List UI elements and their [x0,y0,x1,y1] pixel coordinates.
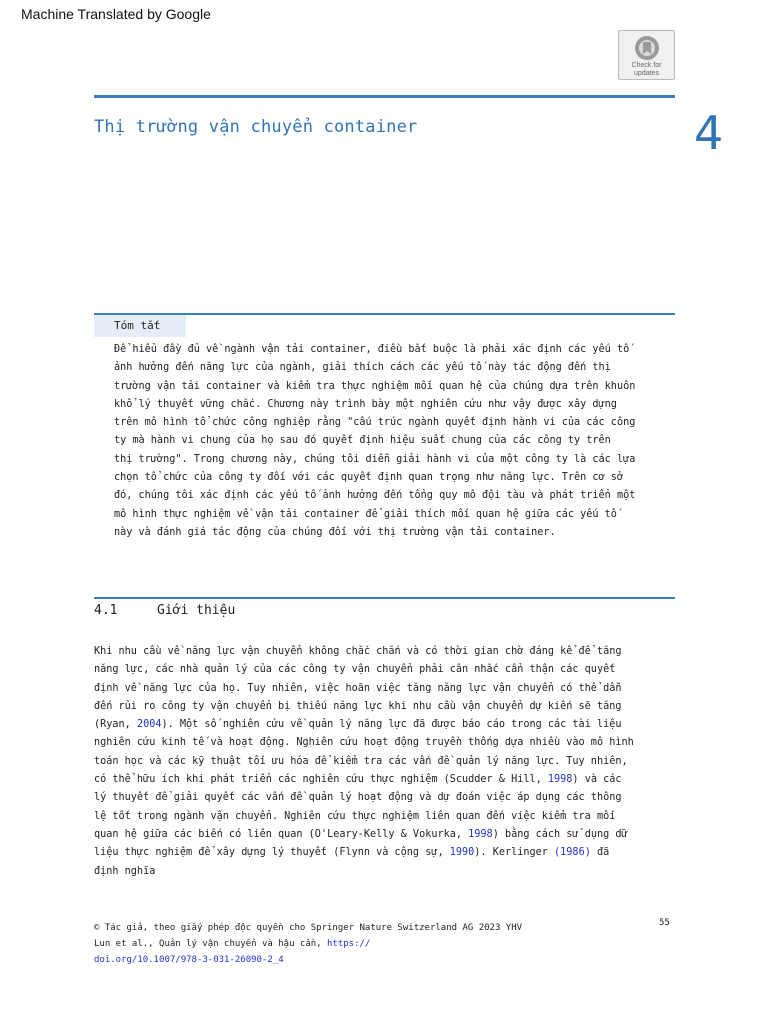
body-text-span: ). Một số nghiên cứu về quản lý năng lực đã được báo cáo trong các tài liệu [161,719,622,731]
body-text-span: quan hệ giữa các biến có liên quan (O'Leary-Kelly & Vokurka, [94,828,469,840]
body-text-span: ). Kerlinger [474,847,555,859]
body-text-span: (Ryan, [94,719,137,731]
check-for-updates-badge[interactable] [618,30,675,80]
body-text-span: có thể hữu ích khi phát triển các nghiên cứu thực nghiệm (Scudder & Hill, [94,774,548,786]
body-text-span: ) bằng cách sử dụng dữ [492,828,628,840]
page-number: 55 [659,918,670,928]
body-paragraph [94,643,678,881]
doi-link-start[interactable]: https:// [327,939,371,949]
citation-link-oleary-1998[interactable]: 1998 [468,828,493,840]
body-line: nghiên cứu kinh tế và hoạt động. Nghiên cứu hoạt động truyền thống dựa nhiều vào mô hình [94,737,634,749]
badge-label: Check for updates [631,62,662,77]
body-line: năng lực, các nhà quản lý của các công ty vận chuyển phải cân nhắc cẩn thận các quyết [94,664,616,676]
abstract-line: chọn tổ chức của công ty đối với các quyết định quan trọng như năng lực. Trên cơ sở [114,472,624,484]
body-line: đến rủi ro công ty vận chuyển bị thiếu năng lực khi nhu cầu vận chuyển dự kiến sẽ tăng [94,700,622,712]
citation-link-flynn-1990[interactable]: 1990 [449,847,475,859]
footer-text-span: Lun et al., Quản lý vận chuyển và hậu cần, [94,939,327,949]
abstract-line: ảnh hưởng đến năng lực của ngành, giải thích cách các yếu tố này tác động đến thị [114,362,611,374]
body-line [94,771,678,789]
section-top-rule [94,597,675,599]
abstract-line: Để hiểu đầy đủ về ngành vận tải container, điều bắt buộc là phải xác định các yếu tố [114,344,630,355]
abstract-line: mô hình thực nghiệm về vận tải container để giải thích mối quan hệ giữa các yếu tố [114,508,617,520]
chapter-title: Thị trường vận chuyển container [94,117,418,137]
bookmark-ribbon-icon [634,35,660,61]
body-line [94,826,678,844]
footer-line [94,936,614,952]
body-line: lý thuyết để giải quyết các vấn đề quản lý hoạt động và dự đoán việc áp dụng các thông [94,792,622,804]
copyright-footer [94,920,614,968]
body-line: định nghĩa [94,865,156,877]
abstract-line: này và đánh giá tác động của chúng đối với thị trường vận tải container. [114,526,556,538]
doi-link[interactable]: doi.org/10.1007/978-3-031-26090-2_4 [94,955,284,965]
abstract-label: Tóm tắt [94,315,186,337]
chapter-number: 4 [694,106,724,160]
section-title: Giới thiệu [157,603,236,618]
citation-link-kerlinger-1986[interactable]: (1986) [554,847,591,859]
citation-link-scudder-1998[interactable]: 1998 [547,774,573,786]
abstract-line: trên mô hình tổ chức công nghiệp rằng "cấu trúc ngành quyết định hành vi của các công [114,417,636,429]
abstract-line: ty mà hành vi chung của họ sau đó quyết định hiệu suất chung của các công ty trên [114,435,611,447]
chapter-top-rule [94,95,675,98]
abstract-text [114,341,680,542]
abstract-line: trường vận tải container và kiểm tra thực nghiệm mối quan hệ của chúng dựa trên khuôn [114,380,636,392]
body-text-span: liệu thực nghiệm để xây dựng lý thuyết (Flynn và cộng sự, [94,847,450,859]
abstract-line: thị trường". Trong chương này, chúng tôi diễn giải hành vi của một công ty là các lựa [114,453,636,465]
section-heading [94,603,235,618]
body-line: định về năng lực của họ. Tuy nhiên, việc hoãn việc tăng năng lực vận chuyển có thể dẫn [94,682,622,694]
abstract-line: khổ lý thuyết vững chắc. Chương này trình bày một nghiên cứu như vậy được xây dựng [114,398,617,410]
body-line: lệ tốt trong ngành vận chuyển. Nghiên cứu thực nghiệm liên quan đến việc kiểm tra mối [94,810,616,822]
body-line [94,844,678,862]
body-text-span: đã [590,847,610,859]
abstract-line: đó, chúng tôi xác định các yếu tố ảnh hưởng đến tổng quy mô đội tàu và phát triển một [114,490,636,502]
section-number: 4.1 [94,603,118,618]
body-line: Khi nhu cầu về năng lực vận chuyển không chắc chắn và có thời gian chờ đáng kể để tăng [94,646,622,657]
footer-line: © Tác giả, theo giấy phép độc quyền cho Springer Nature Switzerland AG 2023 YHV [94,923,523,933]
body-text-span: ) và các [572,774,622,786]
body-line [94,716,678,734]
citation-link-ryan-2004[interactable]: 2004 [136,719,162,731]
machine-translation-banner: Machine Translated by Google [21,6,211,22]
body-line: toán học và các kỹ thuật tối ưu hóa để kiểm tra các vấn đề quản lý năng lực. Tuy nhiên, [94,755,628,767]
